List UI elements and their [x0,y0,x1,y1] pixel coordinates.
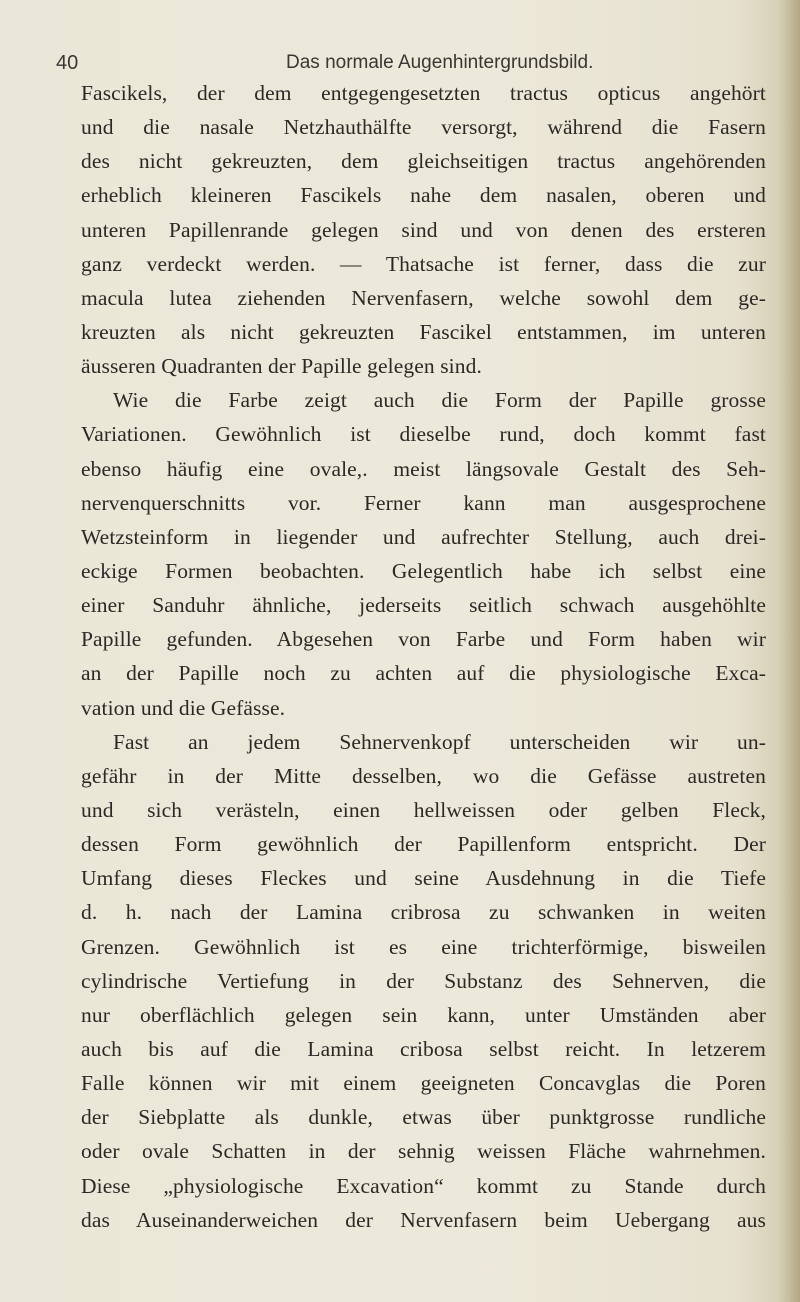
paragraph-first-line: Fast an jedem Sehnervenkopf unterscheiden wir un- [113,729,766,754]
text-line: dessen Form gewöhnlich der Papillenform entspricht. Der [81,832,766,857]
text-line: Variationen. Gewöhnlich ist dieselbe rund, doch kommt fast [81,422,766,447]
text-line: Falle können wir mit einem geeigneten Concavglas die Poren [81,1071,766,1096]
text-line: und sich verästeln, einen hellweissen oder gelben Fleck, [81,797,766,822]
text-line: Diese „physiologische Excavation“ kommt zu Stande durch [81,1173,766,1198]
text-line: Fascikels, der dem entgegengesetzten tractus opticus angehört [81,81,766,105]
text-line: kreuzten als nicht gekreuzten Fascikel entstammen, im unteren [81,319,766,344]
text-line: Grenzen. Gewöhnlich ist es eine trichterförmige, bisweilen [81,934,766,959]
text-line: nur oberflächlich gelegen sein kann, unter Umständen aber [81,1002,766,1027]
text-line: cylindrische Vertiefung in der Substanz des Sehnerven, die [81,968,766,993]
text-line: d. h. nach der Lamina cribrosa zu schwanken in weiten [81,900,766,925]
text-line: einer Sanduhr ähnliche, jederseits seitlich schwach ausgehöhlte [81,593,766,618]
text-line: macula lutea ziehenden Nervenfasern, welche sowohl dem ge- [81,285,766,310]
page-edge-shadow [778,0,800,1302]
text-line: ebenso häufig eine ovale,. meist längsovale Gestalt des Seh- [81,456,766,481]
text-line: des nicht gekreuzten, dem gleichseitigen tractus angehörenden [81,149,766,174]
text-line: gefähr in der Mitte desselben, wo die Gefässe austreten [81,763,766,788]
paragraph-first-line: Wie die Farbe zeigt auch die Form der Papille grosse [113,388,766,413]
text-line: eckige Formen beobachten. Gelegentlich habe ich selbst eine [81,558,766,583]
text-line: vation und die Gefässe. [81,695,286,720]
body-text [81,76,766,1237]
text-line: äusseren Quadranten der Papille gelegen sind. [81,354,482,379]
text-line: unteren Papillenrande gelegen sind und von denen des ersteren [81,217,766,242]
text-line: an der Papille noch zu achten auf die physiologische Exca- [81,661,766,686]
text-line: auch bis auf die Lamina cribosa selbst reicht. In letzerem [81,1036,766,1061]
text-line: oder ovale Schatten in der sehnig weissen Fläche wahrnehmen. [81,1139,766,1164]
text-line: das Auseinanderweichen der Nervenfasern beim Uebergang aus [81,1207,766,1232]
text-line: Papille gefunden. Abgesehen von Farbe und Form haben wir [81,627,766,652]
text-line: der Siebplatte als dunkle, etwas über punktgrosse rundliche [81,1105,766,1130]
running-title: Das normale Augenhintergrundsbild. [286,52,594,73]
text-line: nervenquerschnitts vor. Ferner kann man ausgesprochene [81,490,766,515]
text-line: erheblich kleineren Fascikels nahe dem nasalen, oberen und [81,183,766,208]
page-number: 40 [56,52,79,74]
text-line: Wetzsteinform in liegender und aufrechter Stellung, auch drei- [81,524,766,549]
text-line: Umfang dieses Fleckes und seine Ausdehnung in die Tiefe [81,866,766,891]
text-line: und die nasale Netzhauthälfte versorgt, während die Fasern [81,115,766,140]
text-line: ganz verdeckt werden. — Thatsache ist ferner, dass die zur [81,251,766,276]
